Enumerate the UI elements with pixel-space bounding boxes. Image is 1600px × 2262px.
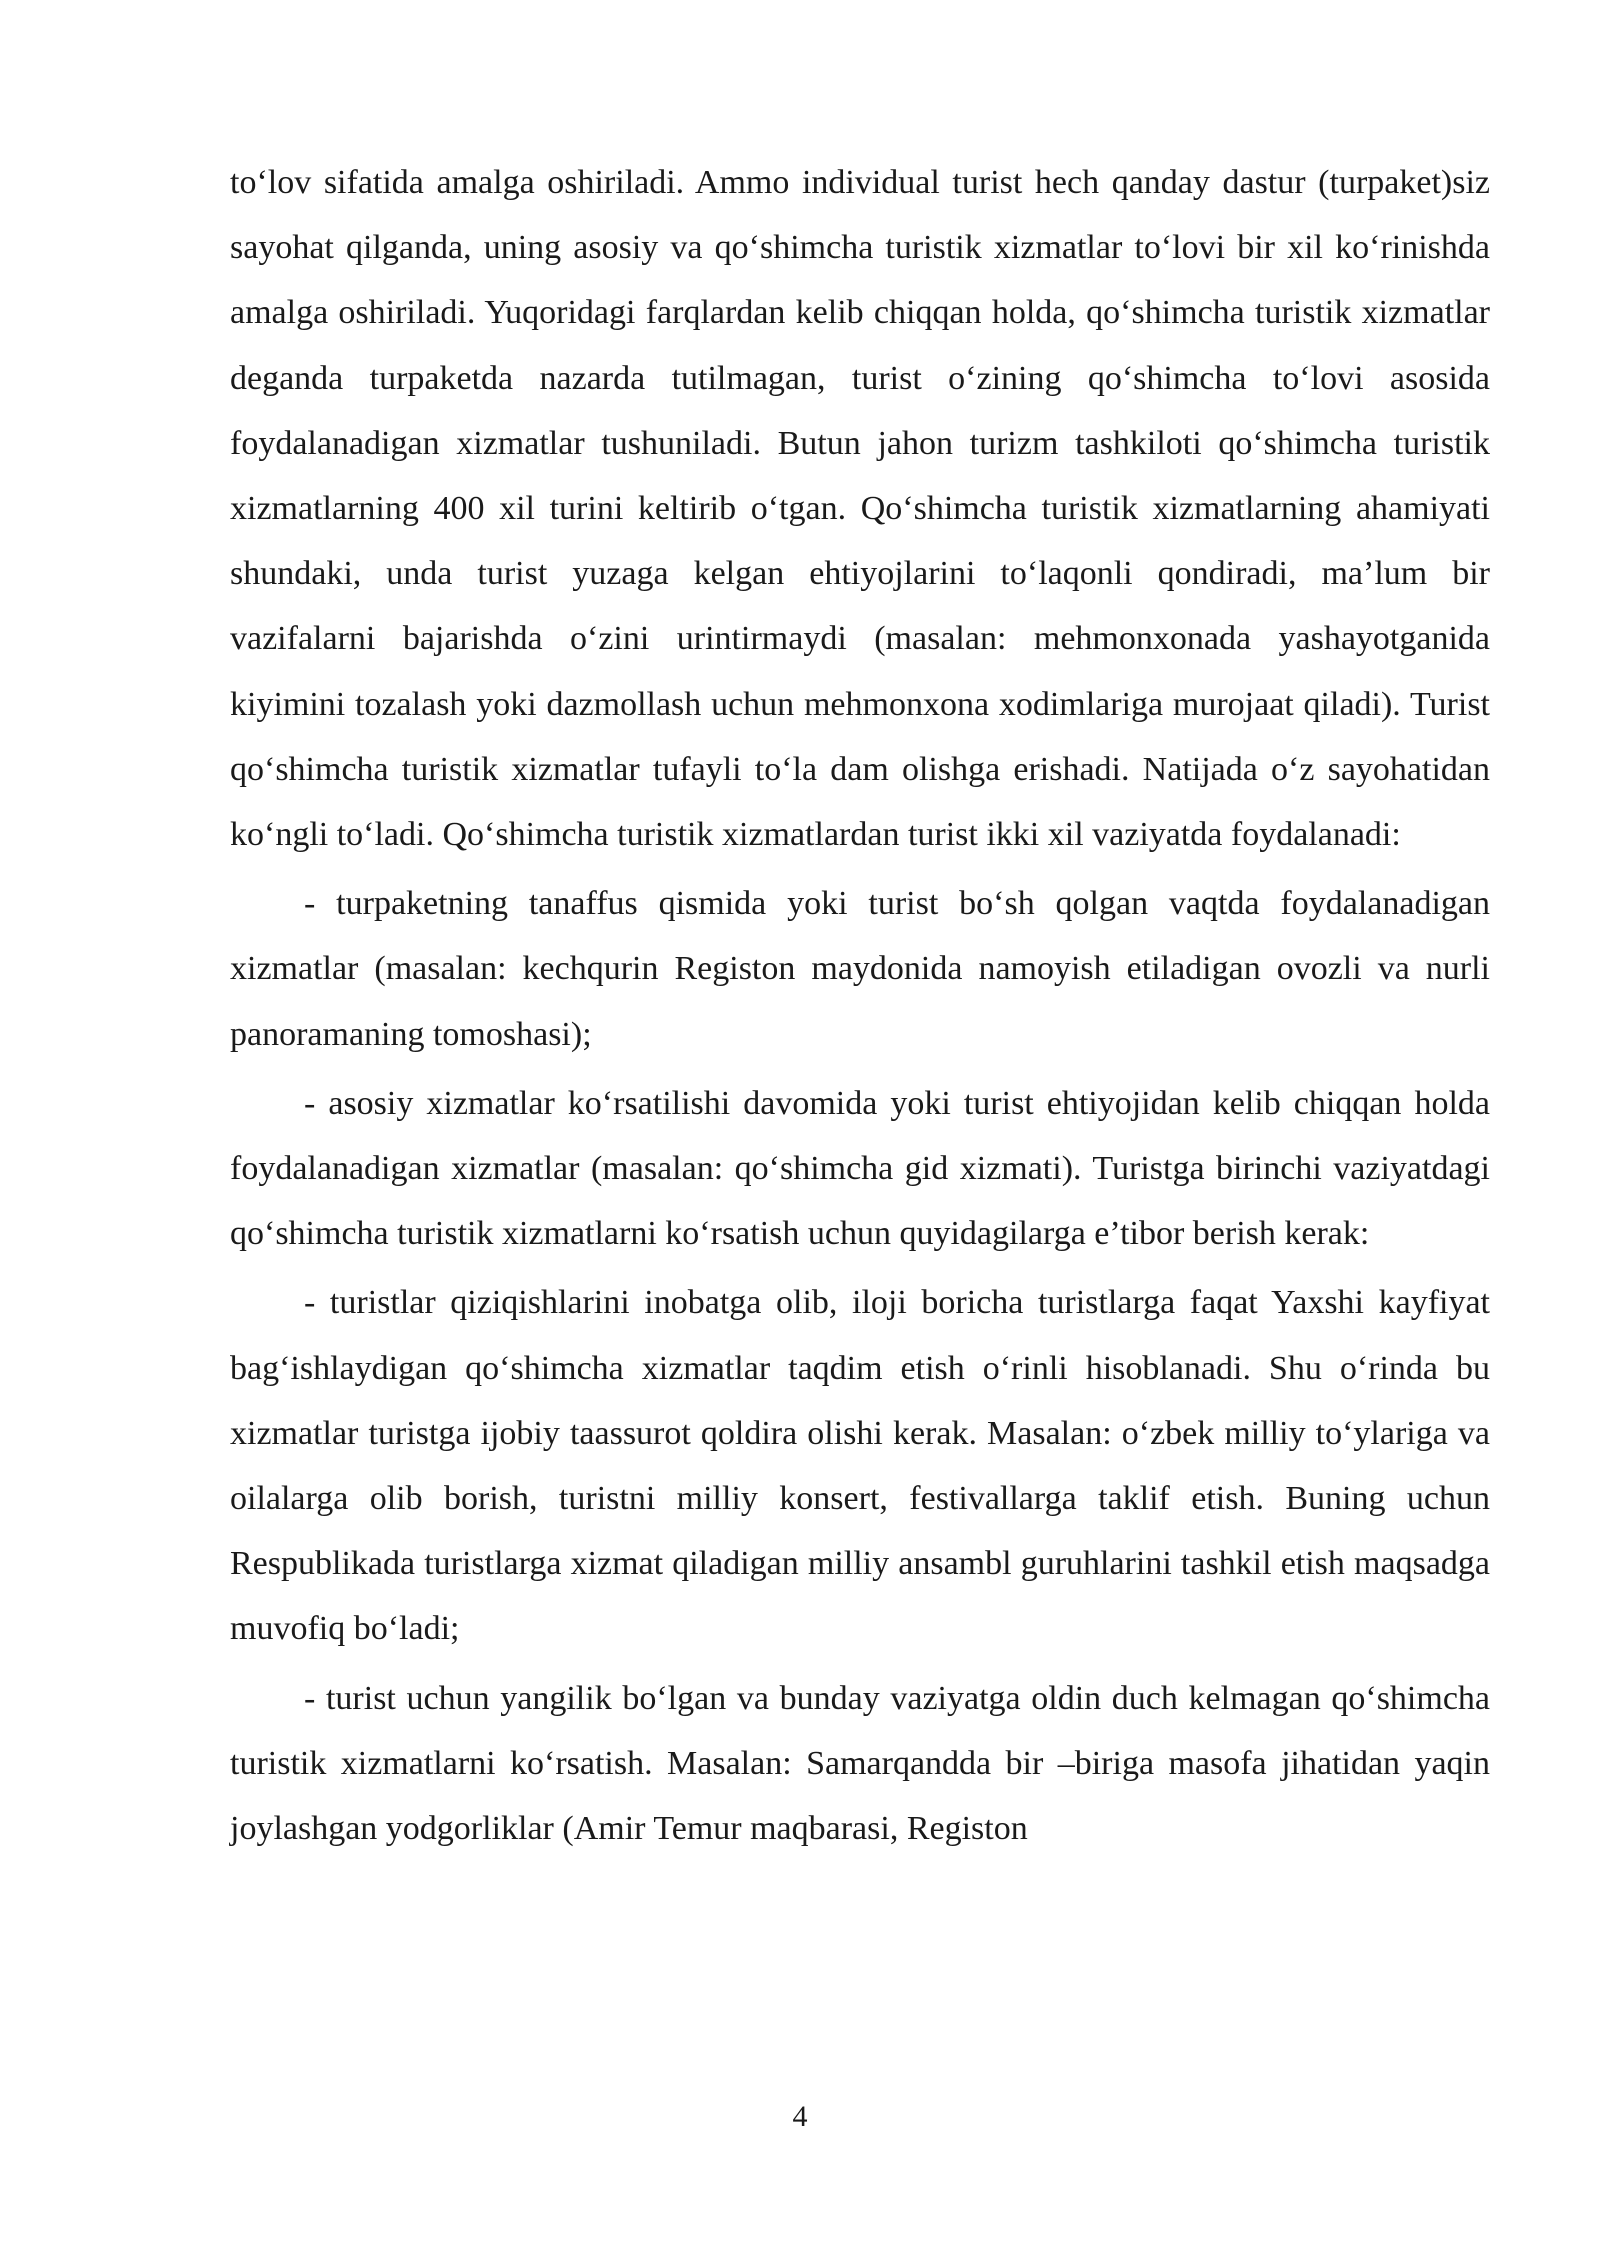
list-item-first-situation: - turpaketning tanaffus qismida yoki turist bo‘sh qolgan vaqtda foydalanadigan xizmatlar (masalan: kechqurin Registon maydonida namoyish etiladigan ovozli va nurli panoramaning tomoshasi); (230, 885, 1490, 1053)
paragraph-intro: to‘lov sifatida amalga oshiriladi. Ammo individual turist hech qanday dastur (turpaket)siz sayohat qilganda, uning asosiy va qo‘shimcha turistik xizmatlar to‘lovi bir xil ko‘rinishda amalga oshiriladi. Yuqoridagi farqlardan kelib chiqqan holda, qo‘shimcha turistik xizmatlar deganda turpaketda nazarda tutilmagan, turist o‘zining qo‘shimcha to‘lovi asosida foydalanadigan xizmatlar tushuniladi. Butun jahon turizm tashkiloti qo‘shimcha turistik xizmatlarning 400 xil turini keltirib o‘tgan. Qo‘shimcha turistik xizmatlarning ahamiyati shundaki, unda turist yuzaga kelgan ehtiyojlarini to‘laqonli qondiradi, ma’lum bir vazifalarni bajarishda o‘zini urintirmaydi (masalan: mehmonxonada yashayotganida kiyimini tozalash yoki dazmollash uchun mehmonxona xodimlariga murojaat qiladi). Turist qo‘shimcha turistik xizmatlar tufayli to‘la dam olishga erishadi. Natijada o‘z sayohatidan ko‘ngli to‘ladi. Qo‘shimcha turistik xizmatlardan turist ikki xil vaziyatda foydalanadi: (230, 164, 1490, 854)
page-number: 4 (792, 2100, 808, 2133)
page-body (230, 150, 1490, 1861)
list-item-novel-services: - turist uchun yangilik bo‘lgan va bunday vaziyatga oldin duch kelmagan qo‘shimcha turistik xizmatlarni ko‘rsatish. Masalan: Samarqandda bir –biriga masofa jihatidan yaqin joylashgan yodgorliklar (Amir Temur maqbarasi, Registon (230, 1679, 1490, 1848)
list-item-good-mood-services: - turistlar qiziqishlarini inobatga olib, iloji boricha turistlarga faqat Yaxshi kayfiyat bag‘ishlaydigan qo‘shimcha xizmatlar taqdim etish o‘rinli hisoblanadi. Shu o‘rinda bu xizmatlar turistga ijobiy taassurot qoldira olishi kerak. Masalan: o‘zbek milliy to‘ylariga va oilalarga olib borish, turistni milliy konsert, festivallarga taklif etish. Buning uchun Respublikada turistlarga xizmat qiladigan milliy ansambl guruhlarini tashkil etish maqsadga muvofiq bo‘ladi; (230, 1284, 1490, 1648)
list-item-second-situation: - asosiy xizmatlar ko‘rsatilishi davomida yoki turist ehtiyojidan kelib chiqqan holda foydalanadigan xizmatlar (masalan: qo‘shimcha gid xizmati). Turistga birinchi vaziyatdagi qo‘shimcha turistik xizmatlarni ko‘rsatish uchun quyidagilarga e’tibor berish kerak: (230, 1084, 1490, 1253)
